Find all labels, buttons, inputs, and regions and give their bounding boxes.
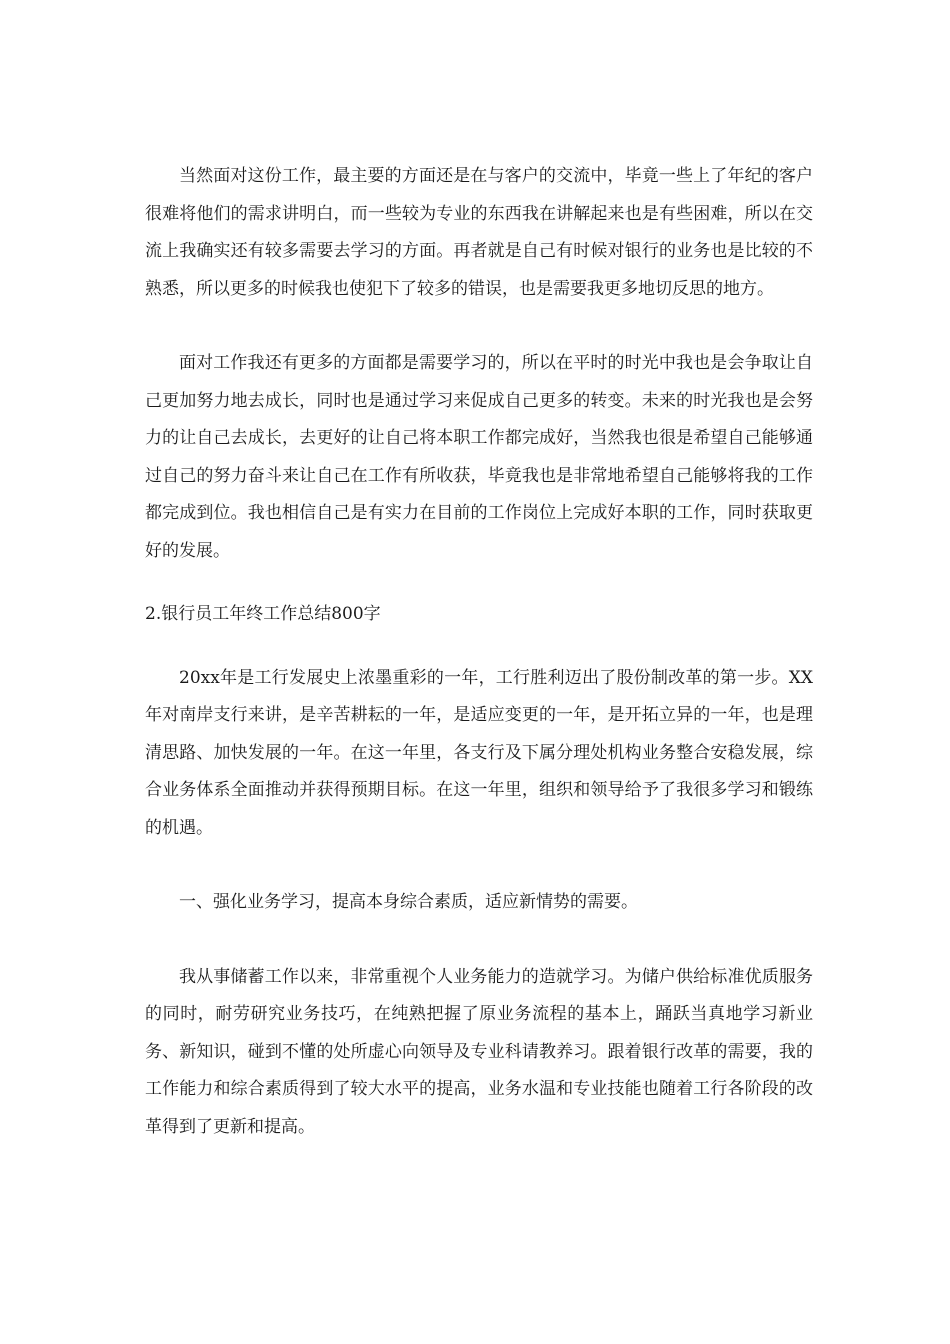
subsection-heading: 一、强化业务学习，提高本身综合素质，适应新情势的需要。 — [179, 892, 638, 912]
section-heading: 2.银行员工年终工作总结800字 — [145, 604, 381, 624]
body-paragraph: 我从事储蓄工作以来，非常重视个人业务能力的造就学习。为储户供给标准优质服务的同时，耐劳研究业务技巧，在纯熟把握了原业务流程的基本上，踊跃当真地学习新业务、新知识，碰到不懂的处所虚心向领导及专业科请教养习。跟着银行改革的需要，我的工作能力和综合素质得到了较大水平的提高，业务水温和专业技能也随着工行各阶段的改革得到了更新和提高。 — [145, 966, 813, 1137]
body-paragraph: 20xx年是工行发展史上浓墨重彩的一年，工行胜利迈出了股份制改革的第一步。XX年对南岸支行来讲，是辛苦耕耘的一年，是适应变更的一年，是开拓立异的一年，也是理清思路、加快发展的一年。在这一年里，各支行及下属分理处机构业务整合安稳发展，综合业务体系全面推动并获得预期目标。在这一年里，组织和领导给予了我很多学习和锻练的机遇。 — [145, 667, 813, 838]
document-page — [145, 158, 813, 1146]
body-paragraph: 当然面对这份工作，最主要的方面还是在与客户的交流中，毕竟一些上了年纪的客户很难将他们的需求讲明白，而一些较为专业的东西我在讲解起来也是有些困难，所以在交流上我确实还有较多需要去学习的方面。再者就是自己有时候对银行的业务也是比较的不熟悉，所以更多的时候我也使犯下了较多的错误，也是需要我更多地切反思的地方。 — [145, 166, 813, 299]
body-paragraph: 面对工作我还有更多的方面都是需要学习的，所以在平时的时光中我也是会争取让自己更加努力地去成长，同时也是通过学习来促成自己更多的转变。未来的时光我也是会努力的让自己去成长，去更好的让自己将本职工作都完成好，当然我也很是希望自己能够通过自己的努力奋斗来让自己在工作有所收获，毕竟我也是非常地希望自己能够将我的工作都完成到位。我也相信自己是有实力在目前的工作岗位上完成好本职的工作，同时获取更好的发展。 — [145, 353, 813, 561]
